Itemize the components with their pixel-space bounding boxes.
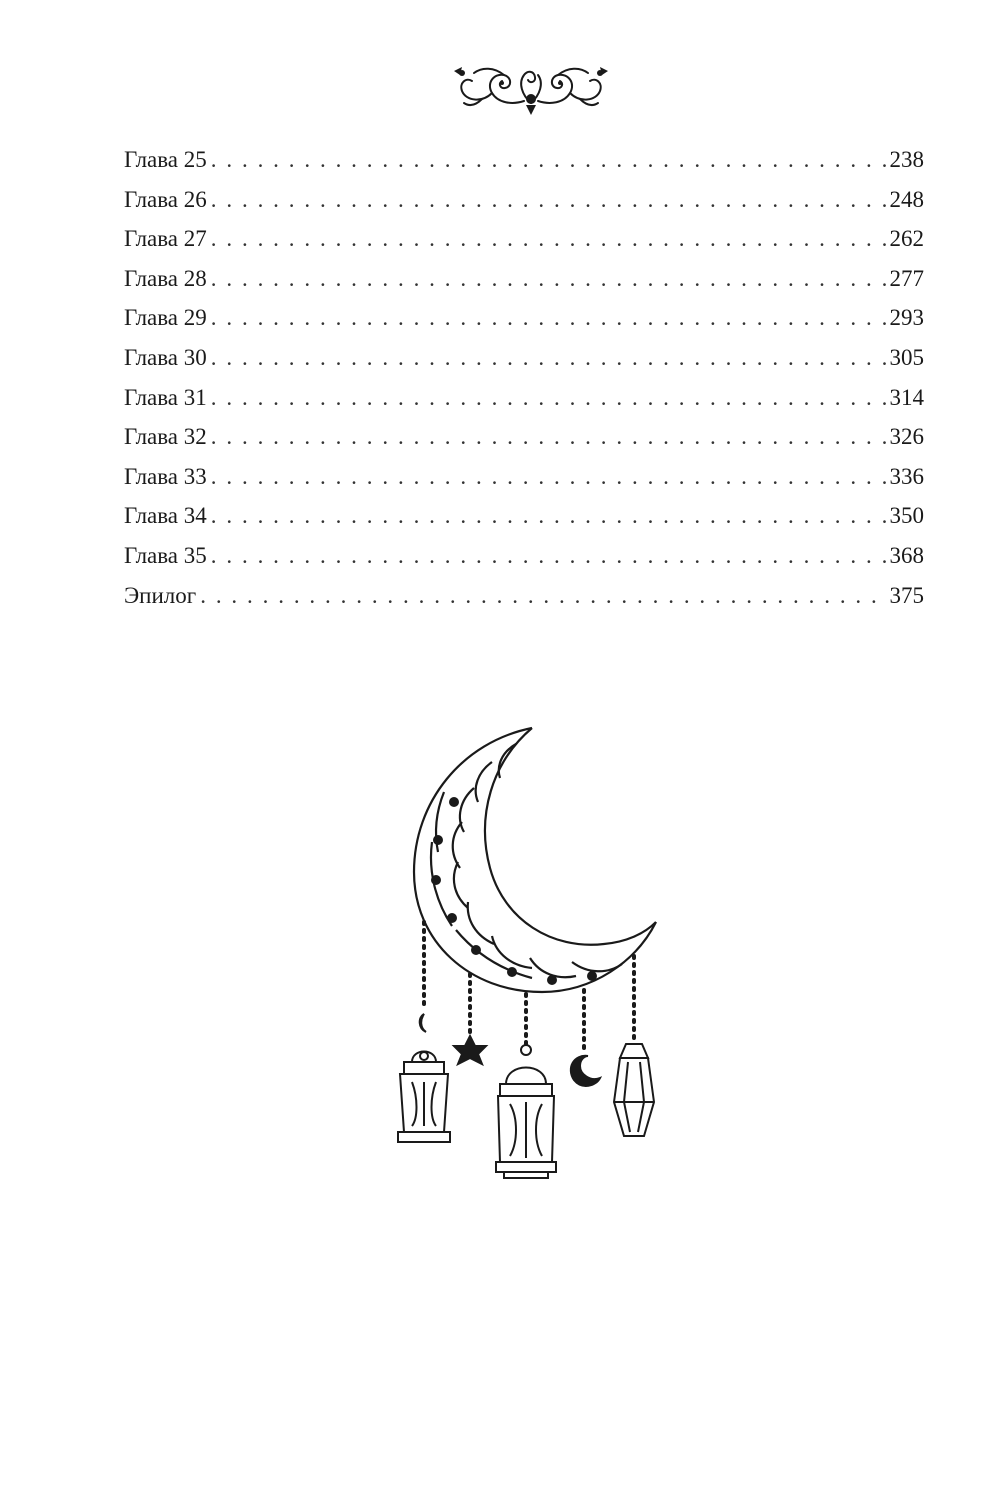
toc-entry <box>124 259 924 299</box>
crescent-moon-with-lanterns-icon <box>392 722 664 1184</box>
flourish-ornament-icon <box>452 55 610 117</box>
toc-entry-page: 326 <box>888 417 925 457</box>
toc-dot-leader <box>211 378 888 418</box>
toc-entry-title: Глава 27 <box>124 219 211 259</box>
toc-entry <box>124 536 924 576</box>
toc-dot-leader <box>200 576 887 616</box>
toc-entry <box>124 180 924 220</box>
toc-entry-title: Глава 34 <box>124 496 211 536</box>
toc-entry-page: 314 <box>888 378 925 418</box>
toc-dot-leader <box>211 219 888 259</box>
table-of-contents <box>124 140 924 615</box>
toc-entry <box>124 378 924 418</box>
toc-dot-leader <box>211 536 888 576</box>
toc-entry <box>124 219 924 259</box>
toc-entry-page: 262 <box>888 219 925 259</box>
toc-entry-title: Глава 29 <box>124 298 211 338</box>
toc-entry-title: Глава 25 <box>124 140 211 180</box>
toc-entry-page: 248 <box>888 180 925 220</box>
toc-entry <box>124 298 924 338</box>
toc-entry <box>124 417 924 457</box>
toc-dot-leader <box>211 338 888 378</box>
toc-dot-leader <box>211 140 888 180</box>
toc-entry <box>124 338 924 378</box>
toc-entry-title: Глава 31 <box>124 378 211 418</box>
toc-dot-leader <box>211 496 888 536</box>
toc-entry-page: 277 <box>888 259 925 299</box>
toc-dot-leader <box>211 259 888 299</box>
toc-dot-leader <box>211 180 888 220</box>
toc-entry-page: 336 <box>888 457 925 497</box>
toc-entry-title: Эпилог <box>124 576 200 616</box>
toc-entry-title: Глава 28 <box>124 259 211 299</box>
toc-entry <box>124 496 924 536</box>
toc-entry <box>124 140 924 180</box>
toc-entry-title: Глава 32 <box>124 417 211 457</box>
toc-dot-leader <box>211 417 888 457</box>
toc-entry-page: 375 <box>888 576 925 616</box>
toc-entry-page: 368 <box>888 536 925 576</box>
toc-dot-leader <box>211 298 888 338</box>
toc-entry-title: Глава 30 <box>124 338 211 378</box>
toc-entry-page: 293 <box>888 298 925 338</box>
toc-entry-title: Глава 26 <box>124 180 211 220</box>
toc-entry <box>124 457 924 497</box>
toc-dot-leader <box>211 457 888 497</box>
toc-entry-title: Глава 33 <box>124 457 211 497</box>
toc-entry-page: 305 <box>888 338 925 378</box>
toc-entry-page: 350 <box>888 496 925 536</box>
toc-entry <box>124 576 924 616</box>
toc-entry-title: Глава 35 <box>124 536 211 576</box>
toc-entry-page: 238 <box>888 140 925 180</box>
